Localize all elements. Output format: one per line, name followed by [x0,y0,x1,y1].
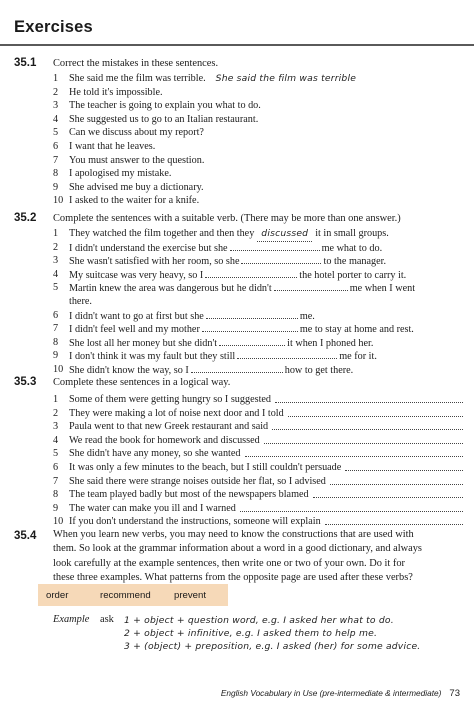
answer-blank [345,461,463,471]
item-text: If you don't understand the instructions, someone will explain [69,516,321,528]
item-text: The water can make you ill and I warned [69,502,236,514]
item-text: We read the book for homework and discussed [69,434,260,446]
exercise-35-4-instructions [53,528,465,585]
item-number: 6 [53,141,59,152]
item-text-wrap [69,181,204,195]
item-text: They were making a lot of noise next door and I told [69,407,284,419]
item-text: The teacher is going to explain you what to do. [69,100,261,112]
item-text: I apologised my mistake. [69,168,172,180]
list-item [53,434,465,448]
list-item [53,393,465,407]
answer-blank [219,336,285,346]
exercise-instruction: Complete these sentences in a logical way. [53,377,231,388]
handwritten-example-line: 3 + (object) + preposition, e.g. I asked (her) for some advice. [124,641,421,652]
item-text-wrap [69,167,171,181]
answer-blank [313,488,463,498]
item-number: 6 [53,309,59,321]
item-number: 6 [53,462,59,473]
item-text-end: me to stay at home and rest. [299,324,414,336]
item-number: 8 [53,489,59,501]
instruction-line: When you learn new verbs, you may need to know the constructions that are used with [53,529,414,540]
item-text: You must answer to the question. [69,154,205,166]
item-number: 1 [53,394,59,405]
item-text-start: I don't think it was my fault but they still [69,351,236,363]
page-number: 73 [449,688,460,699]
item-text: I want that he leaves. [69,141,156,152]
item-number: 5 [53,448,59,460]
item-number: 1 [53,228,59,239]
verb-item: prevent [174,590,206,601]
item-text: I asked to the waiter for a knife. [69,195,200,207]
item-number: 4 [53,268,59,280]
answer-blank [241,254,321,264]
handwritten-example-line: 1 + object + question word, e.g. I asked her what to do. [124,615,394,626]
item-text-wrap [69,407,465,421]
item-text: She said there were strange noises outside her flat, so I advised [69,475,326,487]
item-number: 7 [53,323,59,335]
item-number: 3 [53,100,59,112]
answer-blank [237,349,337,359]
item-text-wrap [69,434,465,448]
item-text-start: there. [69,296,92,307]
item-text-wrap [69,461,465,475]
list-item [53,475,465,489]
answer-blank [205,268,297,278]
item-text-wrap [69,295,92,309]
list-item [53,461,465,475]
item-number: 9 [53,350,59,362]
list-item [53,420,465,434]
answer-blank [274,281,348,291]
example-label: Example [53,614,90,625]
item-number: 10 [53,516,64,528]
exercise-number: 35.2 [14,212,37,224]
item-number: 4 [53,113,59,125]
item-number: 5 [53,282,59,294]
item-text-wrap [69,502,465,516]
item-text-end: me. [299,310,315,322]
item-text-wrap [69,72,356,86]
item-number: 5 [53,127,59,139]
item-number: 1 [53,73,59,84]
item-text-wrap [69,126,204,140]
item-text-start: I didn't understand the exercise but she [69,242,228,254]
answer-blank [206,309,298,319]
item-text-wrap [69,447,465,461]
exercise-number: 35.4 [14,530,37,542]
answer-blank [330,475,463,485]
item-text-start: She didn't know the way, so I [69,365,189,376]
exercise-instruction: Correct the mistakes in these sentences. [53,58,219,69]
page-footer [221,688,460,699]
answer-blank [230,241,320,251]
handwritten-answer: She said the film was terrible [215,73,357,84]
item-text-wrap [69,420,465,434]
item-number: 9 [53,181,59,193]
item-text-end: me for it. [339,351,377,363]
item-text: It was only a few minutes to the beach, but I still couldn't persuade [69,462,342,473]
answer-blank [288,407,463,417]
answer-blank [191,363,283,373]
answer-blank [264,434,463,444]
item-number: 8 [53,168,59,180]
item-text-start: My suitcase was very heavy, so I [69,269,204,281]
instruction-line: these three examples. What patterns from the opposite page are used after these verbs? [53,571,413,583]
title-rule [0,44,474,46]
item-number: 10 [53,195,64,207]
item-text: Paula went to that new Greek restaurant and said [69,421,269,433]
item-text-start: I didn't feel well and my mother [69,324,200,336]
item-text-wrap [69,154,204,168]
list-item [53,407,465,421]
item-text-wrap [69,281,415,296]
item-text: She suggested us to go to an Italian restaurant. [69,113,259,125]
item-text: She didn't have any money, so she wanted [69,448,241,460]
item-text-wrap [69,194,199,208]
list-item [53,502,465,516]
item-text-end: the hotel porter to carry it. [299,269,407,281]
item-text-wrap [69,140,155,154]
item-text-wrap [69,488,465,502]
item-text-start: Martin knew the area was dangerous but he didn't [69,283,272,295]
item-text-wrap [69,475,465,489]
item-text: She said me the film was terrible. [69,73,206,84]
item-number: 9 [53,502,59,514]
example-word: ask [100,614,114,625]
item-text-wrap [69,113,258,127]
verb-item: recommend [100,590,151,601]
item-text: Some of them were getting hungry so I suggested [69,394,272,405]
item-number: 3 [53,421,59,433]
book-title: English Vocabulary in Use (pre-intermediate & intermediate) [220,688,442,698]
item-number: 2 [53,407,59,419]
list-item [53,447,465,461]
answer-blank [275,393,463,403]
item-number: 2 [53,241,59,253]
item-text: Can we discuss about my report? [69,127,204,139]
item-text-start: I didn't want to go at first but she [69,310,204,322]
verb-list-box [38,584,228,606]
item-text: He told it's impossible. [69,86,163,98]
answer-blank [325,515,463,525]
instruction-line: them. So look at the grammar information about a word in a good dictionary, and always [53,543,422,555]
exercise-number: 35.3 [14,376,37,388]
item-text-wrap [69,86,163,100]
item-text-end: me what to do. [321,242,383,254]
exercise-instruction: Complete the sentences with a suitable verb. (There may be more than one answer.) [53,213,401,224]
item-text: She advised me buy a dictionary. [69,181,204,193]
item-number: 7 [53,154,59,166]
item-text-end: me when I went [349,283,416,295]
item-text-start: They watched the film together and then they [69,228,255,239]
answer-blank [272,420,463,430]
item-text-wrap [69,393,465,407]
answer-blank [245,447,464,457]
handwritten-answer: discussed [257,227,312,242]
item-text-end: how to get there. [284,365,354,376]
page-title: Exercises [14,18,93,36]
item-text-end: it in small groups. [315,228,389,239]
exercise-number: 35.1 [14,57,37,69]
item-text-start: She lost all her money but she didn't [69,337,218,349]
item-number: 7 [53,475,59,487]
instruction-line: look carefully at the example sentences, then write one or two of your own. Do it for [53,557,406,569]
verb-item: order [46,590,69,601]
item-number: 8 [53,336,59,348]
item-number: 3 [53,255,59,267]
answer-blank [202,322,298,332]
answer-blank [240,502,463,512]
item-number: 4 [53,434,59,446]
item-text-start: She wasn't satisfied with her room, so she [69,256,240,268]
list-item [53,488,465,502]
item-number: 10 [53,364,64,375]
item-number: 2 [53,86,59,98]
item-text-wrap [69,99,261,113]
item-text-end: to the manager. [323,256,387,268]
handwritten-example-line: 2 + object + infinitive, e.g. I asked them to help me. [124,628,378,639]
item-text: The team played badly but most of the newspapers blamed [69,489,309,501]
item-text-end: it when I phoned her. [287,337,374,349]
